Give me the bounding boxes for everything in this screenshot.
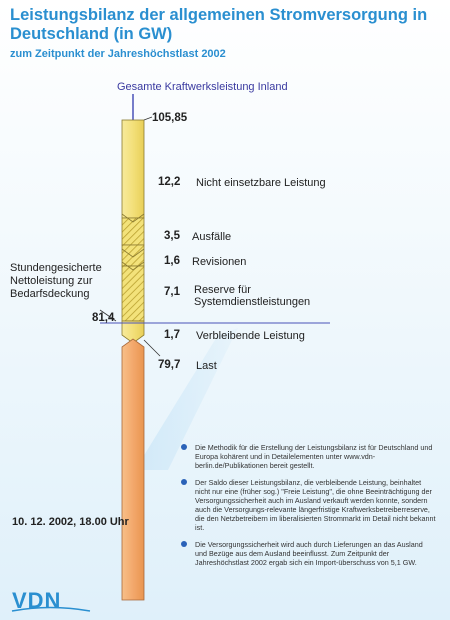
value-load: 79,7 <box>158 359 181 371</box>
label-remaining: Verbleibende Leistung <box>196 330 305 342</box>
value-reserve: 7,1 <box>164 286 180 298</box>
notes-list <box>178 443 436 575</box>
note-item: Die Methodik für die Erstellung der Leistungsbilanz ist für Deutschland und Europa kohärent und in Detailelementen unter www.vdn-berlin.de/Publikationen bereit gestellt. <box>178 443 436 470</box>
side-label: Stundengesicherte Nettoleistung zur Bedarfsdeckung <box>10 262 102 300</box>
value-revisions: 1,6 <box>164 255 180 267</box>
page-title: Leistungsbilanz der allgemeinen Stromversorgung in Deutschland (in GW) <box>10 6 428 43</box>
page-subtitle: zum Zeitpunkt der Jahreshöchstlast 2002 <box>10 48 226 60</box>
value-outages: 3,5 <box>164 230 180 242</box>
svg-text:VDN: VDN <box>12 588 62 613</box>
value-total: 105,85 <box>152 112 188 124</box>
top-caption: Gesamte Kraftwerksleistung Inland <box>117 81 288 93</box>
date-stamp: 10. 12. 2002, 18.00 Uhr <box>12 516 129 528</box>
value-not-usable: 12,2 <box>158 176 181 188</box>
note-item: Die Versorgungssicherheit wird auch durch Lieferungen an das Ausland und Bezüge aus dem Ausland beeinflusst. Zum Zeitpunkt der Jahreshöchstlast 2002 ergab sich ein Import-überschuss von 5,1 GW. <box>178 540 436 567</box>
label-revisions: Revisionen <box>192 256 247 268</box>
segment-load <box>122 339 144 600</box>
side-value: 81,4 <box>92 312 115 324</box>
label-outages: Ausfälle <box>192 231 232 243</box>
segment-reserve <box>122 266 144 321</box>
note-item: Der Saldo dieser Leistungsbilanz, die verbleibende Leistung, beinhaltet nicht nur eine (früher sog.) "Freie Leistung", die ohne Beeinträchtigung der Versorgungssicherheit auch im Ausland verkauft werden konnte, sondern auch die Versorgungs-relevante längerfristige Kraftwerksbetreiberreserve, die den Netzbetreibern im liberalisierten Strommarkt im Detail nicht bekannt ist. <box>178 478 436 532</box>
bullet-icon <box>181 479 187 485</box>
label-load: Last <box>196 360 217 372</box>
segment-revisions <box>122 245 144 266</box>
bullet-icon <box>181 444 187 450</box>
value-remaining: 1,7 <box>164 329 180 341</box>
vdn-logo <box>10 586 100 614</box>
label-not-usable: Nicht einsetzbare Leistung <box>196 177 326 189</box>
bullet-icon <box>181 541 187 547</box>
label-reserve: Reserve für Systemdienstleistungen <box>194 284 311 308</box>
segment-not-usable <box>122 120 144 218</box>
